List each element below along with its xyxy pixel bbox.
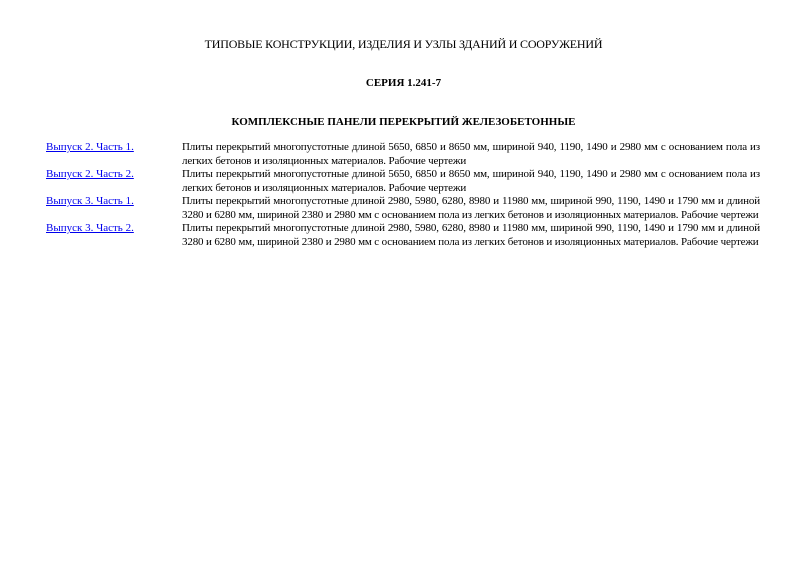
list-item <box>46 141 760 168</box>
issue-link[interactable]: Выпуск 3. Часть 1. <box>46 195 134 207</box>
issue-link[interactable]: Выпуск 2. Часть 1. <box>46 141 134 153</box>
issue-description: Плиты перекрытий многопустотные длиной 2980, 5980, 6280, 8980 и 11980 мм, шириной 990, 1190, 1490 и 1790 мм и длиной 3280 и 6280 мм, шириной 2380 и 2980 мм с основанием пола из легких бетонов и изоляционных материалов. Рабочие чертежи <box>182 195 760 221</box>
issue-list <box>46 141 760 249</box>
collection-heading: ТИПОВЫЕ КОНСТРУКЦИИ, ИЗДЕЛИЯ И УЗЛЫ ЗДАНИЙ И СООРУЖЕНИЙ <box>204 37 603 51</box>
issue-description: Плиты перекрытий многопустотные длиной 2980, 5980, 6280, 8980 и 11980 мм, шириной 990, 1190, 1490 и 1790 мм и длиной 3280 и 6280 мм, шириной 2380 и 2980 мм с основанием пола из легких бетонов и изоляционных материалов. Рабочие чертежи <box>182 222 760 248</box>
document-title: КОМПЛЕКСНЫЕ ПАНЕЛИ ПЕРЕКРЫТИЙ ЖЕЛЕЗОБЕТОННЫЕ <box>231 116 576 128</box>
list-item <box>46 222 760 249</box>
issue-link[interactable]: Выпуск 3. Часть 2. <box>46 222 134 234</box>
list-item <box>46 195 760 222</box>
issue-link[interactable]: Выпуск 2. Часть 2. <box>46 168 134 180</box>
list-item <box>46 168 760 195</box>
issue-description: Плиты перекрытий многопустотные длиной 5650, 6850 и 8650 мм, шириной 940, 1190, 1490 и 2980 мм с основанием пола из легких бетонов и изоляционных материалов. Рабочие чертежи <box>182 141 760 167</box>
issue-description: Плиты перекрытий многопустотные длиной 5650, 6850 и 8650 мм, шириной 940, 1190, 1490 и 2980 мм с основанием пола из легких бетонов и изоляционных материалов. Рабочие чертежи <box>182 168 760 194</box>
series-heading: СЕРИЯ 1.241-7 <box>365 77 442 89</box>
